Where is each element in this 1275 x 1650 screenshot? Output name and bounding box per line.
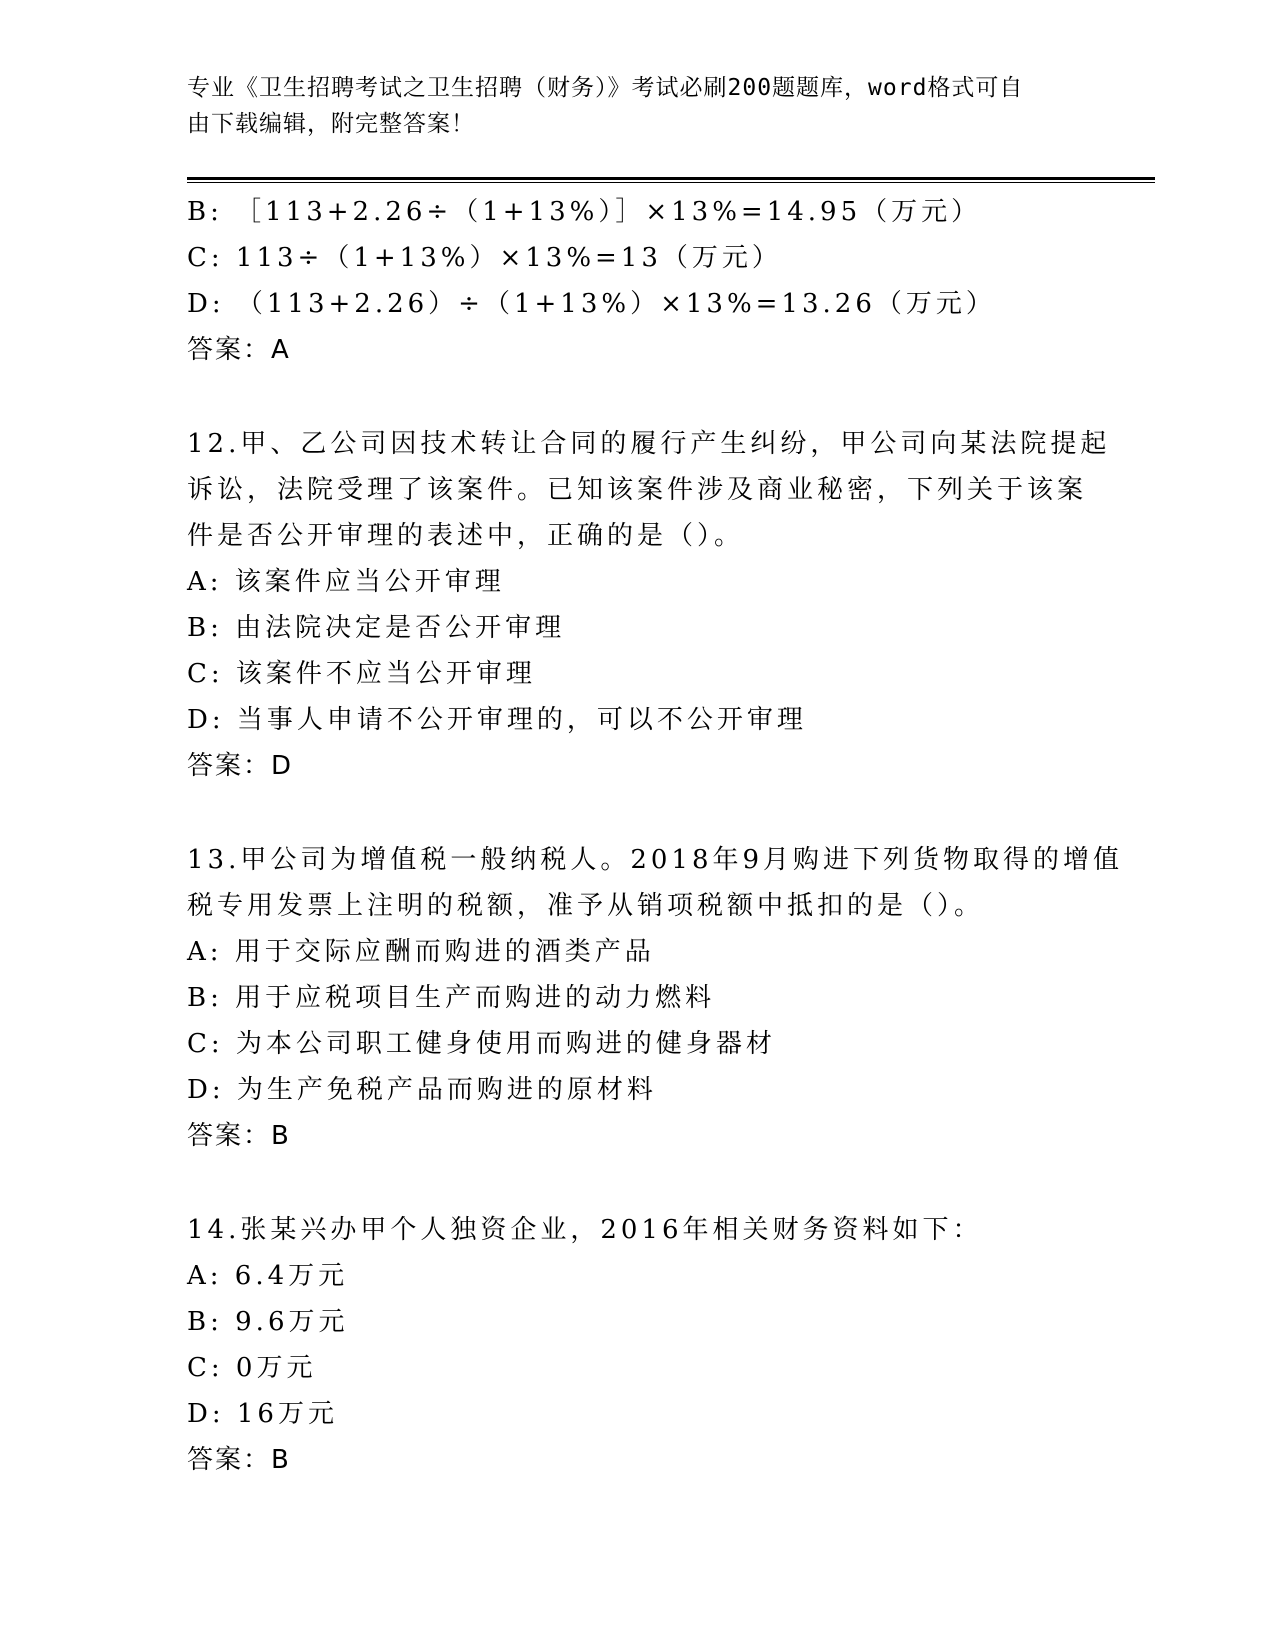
question-13 xyxy=(187,837,1124,1159)
spacer xyxy=(187,373,1087,421)
option-c: C: 0万元 xyxy=(187,1353,317,1383)
option-a: A: 6.4万元 xyxy=(187,1261,349,1291)
option-c: C: 为本公司职工健身使用而购进的健身器材 xyxy=(187,1029,776,1059)
spacer xyxy=(187,1159,1087,1207)
answer: 答案：D xyxy=(187,751,294,781)
option-b: B: 由法院决定是否公开审理 xyxy=(187,613,566,643)
question-stem-line: 13.甲公司为增值税一般纳税人。2018年9月购进下列货物取得的增值 xyxy=(187,845,1124,875)
spacer xyxy=(187,789,1087,837)
page-header xyxy=(187,70,1077,142)
header-line-1: 专业《卫生招聘考试之卫生招聘（财务）》考试必刷200题题库，word格式可自 xyxy=(187,75,1024,101)
answer: 答案：A xyxy=(187,335,291,365)
answer: 答案：B xyxy=(187,1445,291,1475)
option-b: B: 9.6万元 xyxy=(187,1307,349,1337)
question-14 xyxy=(187,1207,1087,1483)
question-stem-line: 12.甲、乙公司因技术转让合同的履行产生纠纷，甲公司向某法院提起 xyxy=(187,429,1111,459)
option-d: D: （113+2.26）÷（1+13%）×13%=13.26（万元） xyxy=(187,289,996,319)
question-12 xyxy=(187,421,1111,789)
option-b: B: ［113+2.26÷（1+13%）］×13%=14.95（万元） xyxy=(187,197,982,227)
option-c: C: 该案件不应当公开审理 xyxy=(187,659,536,689)
question-stem-line: 诉讼，法院受理了该案件。已知该案件涉及商业秘密，下列关于该案 xyxy=(187,475,1088,505)
option-c: C: 113÷（1+13%）×13%=13（万元） xyxy=(187,243,782,273)
question-stem-line: 件是否公开审理的表述中，正确的是（）。 xyxy=(187,521,745,551)
question-11-continued xyxy=(187,189,1087,373)
option-a: A: 该案件应当公开审理 xyxy=(187,567,505,597)
option-d: D: 16万元 xyxy=(187,1399,338,1429)
question-stem-line: 14.张某兴办甲个人独资企业，2016年相关财务资料如下： xyxy=(187,1215,983,1245)
option-d: D: 当事人申请不公开审理的，可以不公开审理 xyxy=(187,705,807,735)
option-a: A: 用于交际应酬而购进的酒类产品 xyxy=(187,937,655,967)
question-stem-line: 税专用发票上注明的税额，准予从销项税额中抵扣的是（）。 xyxy=(187,891,985,921)
header-divider-thin xyxy=(187,182,1155,183)
option-b: B: 用于应税项目生产而购进的动力燃料 xyxy=(187,983,716,1013)
header-line-2: 由下载编辑，附完整答案！ xyxy=(187,111,475,137)
question-list xyxy=(187,189,1124,1483)
option-d: D: 为生产免税产品而购进的原材料 xyxy=(187,1075,657,1105)
header-divider-thick xyxy=(187,177,1155,180)
answer: 答案：B xyxy=(187,1121,291,1151)
